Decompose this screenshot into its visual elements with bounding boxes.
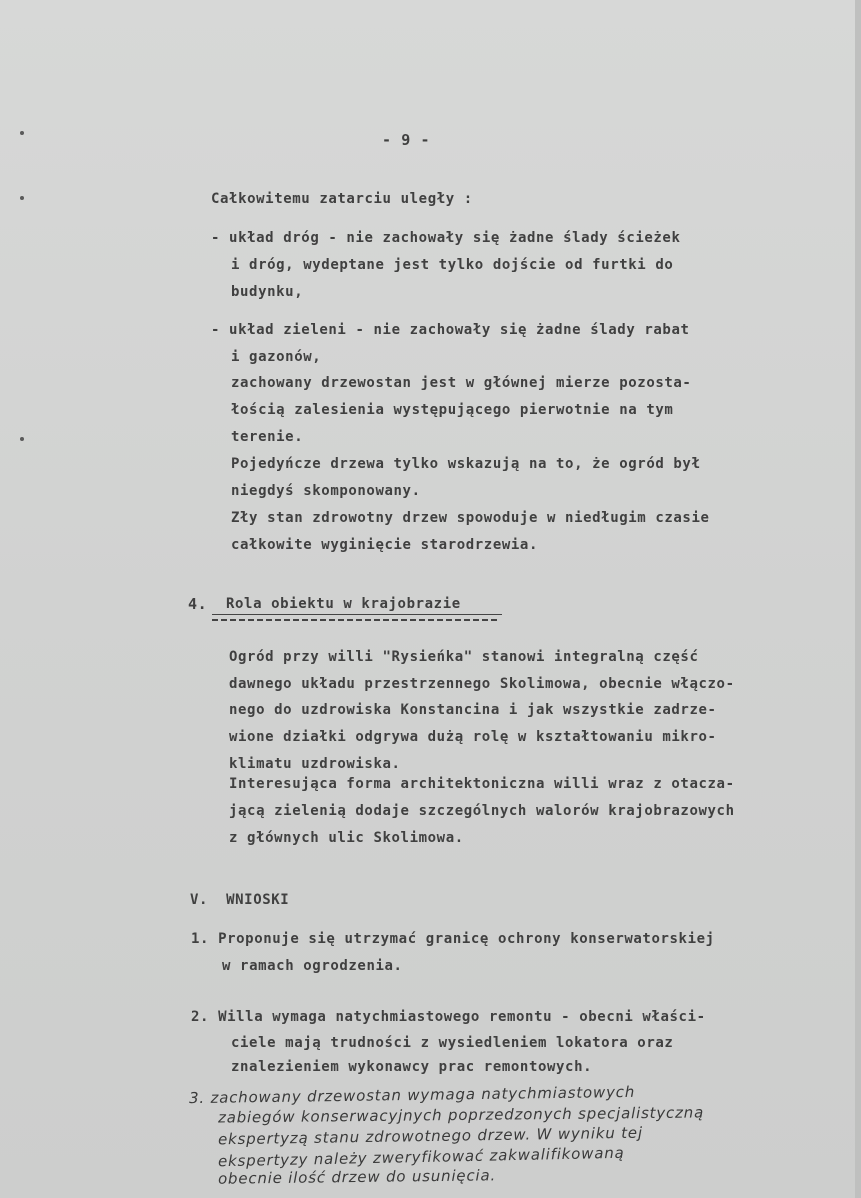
punch-hole-mark [20, 437, 24, 441]
destroyed-heading: Całkowitemu zatarciu uległy : [211, 191, 473, 207]
text-line: dawnego układu przestrzennego Skolimowa, obecnie włączo- [229, 676, 735, 692]
text-line: znalezieniem wykonawcy prac remontowych. [231, 1059, 593, 1075]
section-title: Rola obiektu w krajobrazie [226, 596, 461, 612]
handwritten-line: ekspertyzy należy zweryfikować zakwalifikowaną [217, 1143, 625, 1171]
text-line: Pojedyńcze drzewa tylko wskazują na to, że ogród był [231, 456, 701, 472]
text-line: niegdyś skomponowany. [231, 483, 421, 499]
text-line: całkowite wyginięcie starodrzewia. [231, 537, 538, 553]
section-number: 4. [188, 595, 208, 613]
section-5-heading: V. WNIOSKI [190, 892, 290, 908]
title-underline [212, 619, 500, 621]
text-line: i dróg, wydeptane jest tylko dojście od furtki do [231, 257, 674, 273]
handwritten-line: obecnie ilość drzew do usunięcia. [217, 1166, 497, 1188]
punch-hole-mark [20, 196, 24, 200]
text-line: łością zalesienia występującego pierwotnie na tym [231, 402, 674, 418]
text-line: - układ zieleni - nie zachowały się żadne ślady rabat [211, 322, 690, 338]
text-line: Interesująca forma architektoniczna willi wraz z otacza- [229, 776, 735, 792]
text-line: zachowany drzewostan jest w głównej mierze pozosta- [231, 375, 692, 391]
text-line: 1. Proponuje się utrzymać granicę ochrony konserwatorskiej [191, 931, 715, 947]
text-line: jącą zielenią dodaje szczególnych walorów krajobrazowych [229, 803, 735, 819]
text-line: - układ dróg - nie zachowały się żadne ślady ścieżek [211, 230, 681, 246]
handwritten-line: 3. zachowany drzewostan wymaga natychmiastowych [188, 1082, 636, 1108]
handwritten-line: zabiegów konserwacyjnych poprzedzonych specjalistyczną [217, 1103, 705, 1127]
text-line: wione działki odgrywa dużą rolę w kształtowaniu mikro- [229, 729, 717, 745]
text-line: ciele mają trudności z wysiedleniem lokatora oraz [231, 1035, 674, 1051]
text-line: budynku, [231, 284, 304, 300]
text-line: Ogród przy willi "Rysieńka" stanowi integralną część [229, 649, 699, 665]
handwritten-line: ekspertyzą stanu zdrowotnego drzew. W wyniku tej [217, 1123, 643, 1149]
text-line: terenie. [231, 429, 304, 445]
text-line: klimatu uzdrowiska. [229, 756, 401, 772]
punch-hole-mark [20, 131, 24, 135]
text-line: z głównych ulic Skolimowa. [229, 830, 464, 846]
text-line: 2. Willa wymaga natychmiastowego remontu - obecni właści- [191, 1009, 706, 1025]
text-line: Zły stan zdrowotny drzew spowoduje w niedługim czasie [231, 510, 710, 526]
page-number: - 9 - [382, 131, 431, 149]
title-underline [212, 614, 502, 615]
text-line: w ramach ogrodzenia. [222, 958, 403, 974]
page-edge [855, 0, 861, 1198]
text-line: i gazonów, [231, 349, 322, 365]
text-line: nego do uzdrowiska Konstancina i jak wszystkie zadrze- [229, 702, 717, 718]
